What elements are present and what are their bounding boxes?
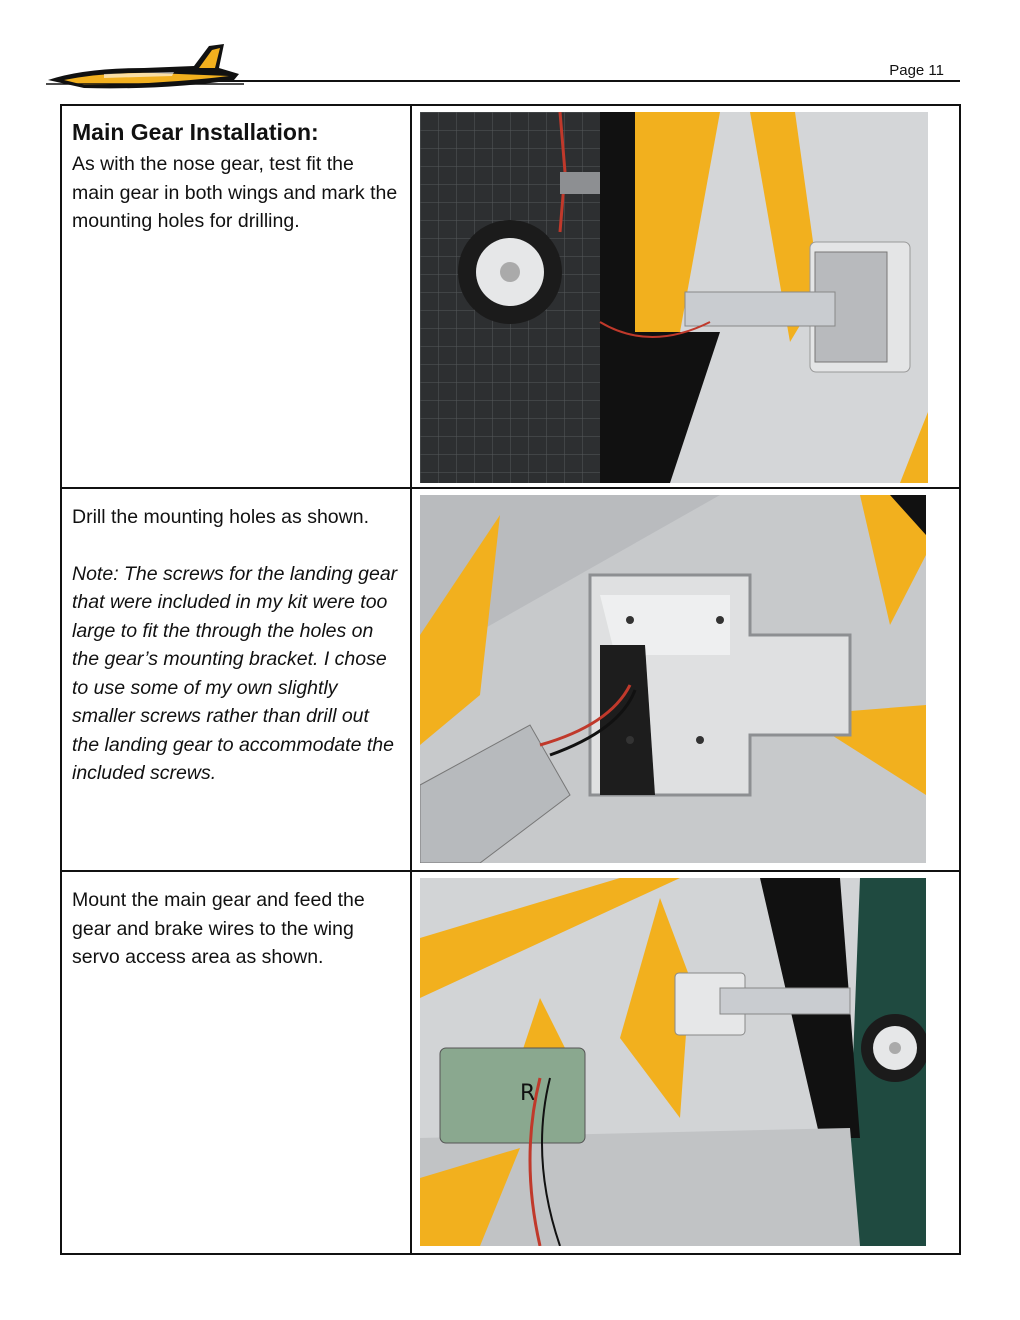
- step-photo-cell: [411, 105, 960, 488]
- jet-aircraft-logo-icon: [44, 38, 244, 96]
- step-row: [61, 105, 960, 488]
- mounted-main-gear-photo: [420, 878, 926, 1246]
- page-number: Page 11: [889, 62, 944, 79]
- page-header: [0, 0, 1020, 100]
- step-text-cell: [61, 871, 411, 1254]
- photo-label: R: [520, 1081, 536, 1106]
- step-instruction: As with the nose gear, test fit the main gear in both wings and mark the mounting holes for drilling.: [72, 153, 398, 232]
- step-photo-cell: [411, 488, 960, 871]
- step-photo-cell: [411, 871, 960, 1254]
- step-instruction: Drill the mounting holes as shown.: [72, 506, 369, 528]
- instruction-table: [60, 104, 961, 1255]
- step-row: [61, 488, 960, 871]
- step-note: Note: The screws for the landing gear that were included in my kit were too large to fit the through the holes on the gear’s mounting bracket. I chose to use some of my own slightly smaller screws rather than drill out the landing gear to accommodate the included screws.: [72, 562, 398, 784]
- drilled-mounting-holes-photo: [420, 495, 926, 863]
- header-rule: [210, 80, 960, 82]
- step-text-cell: [61, 488, 411, 871]
- step-instruction: Mount the main gear and feed the gear and brake wires to the wing servo access area as shown.: [72, 889, 365, 968]
- step-row: [61, 871, 960, 1254]
- section-heading: Main Gear Installation:: [72, 119, 319, 145]
- main-gear-test-fit-photo: [420, 112, 928, 483]
- step-text-cell: [61, 105, 411, 488]
